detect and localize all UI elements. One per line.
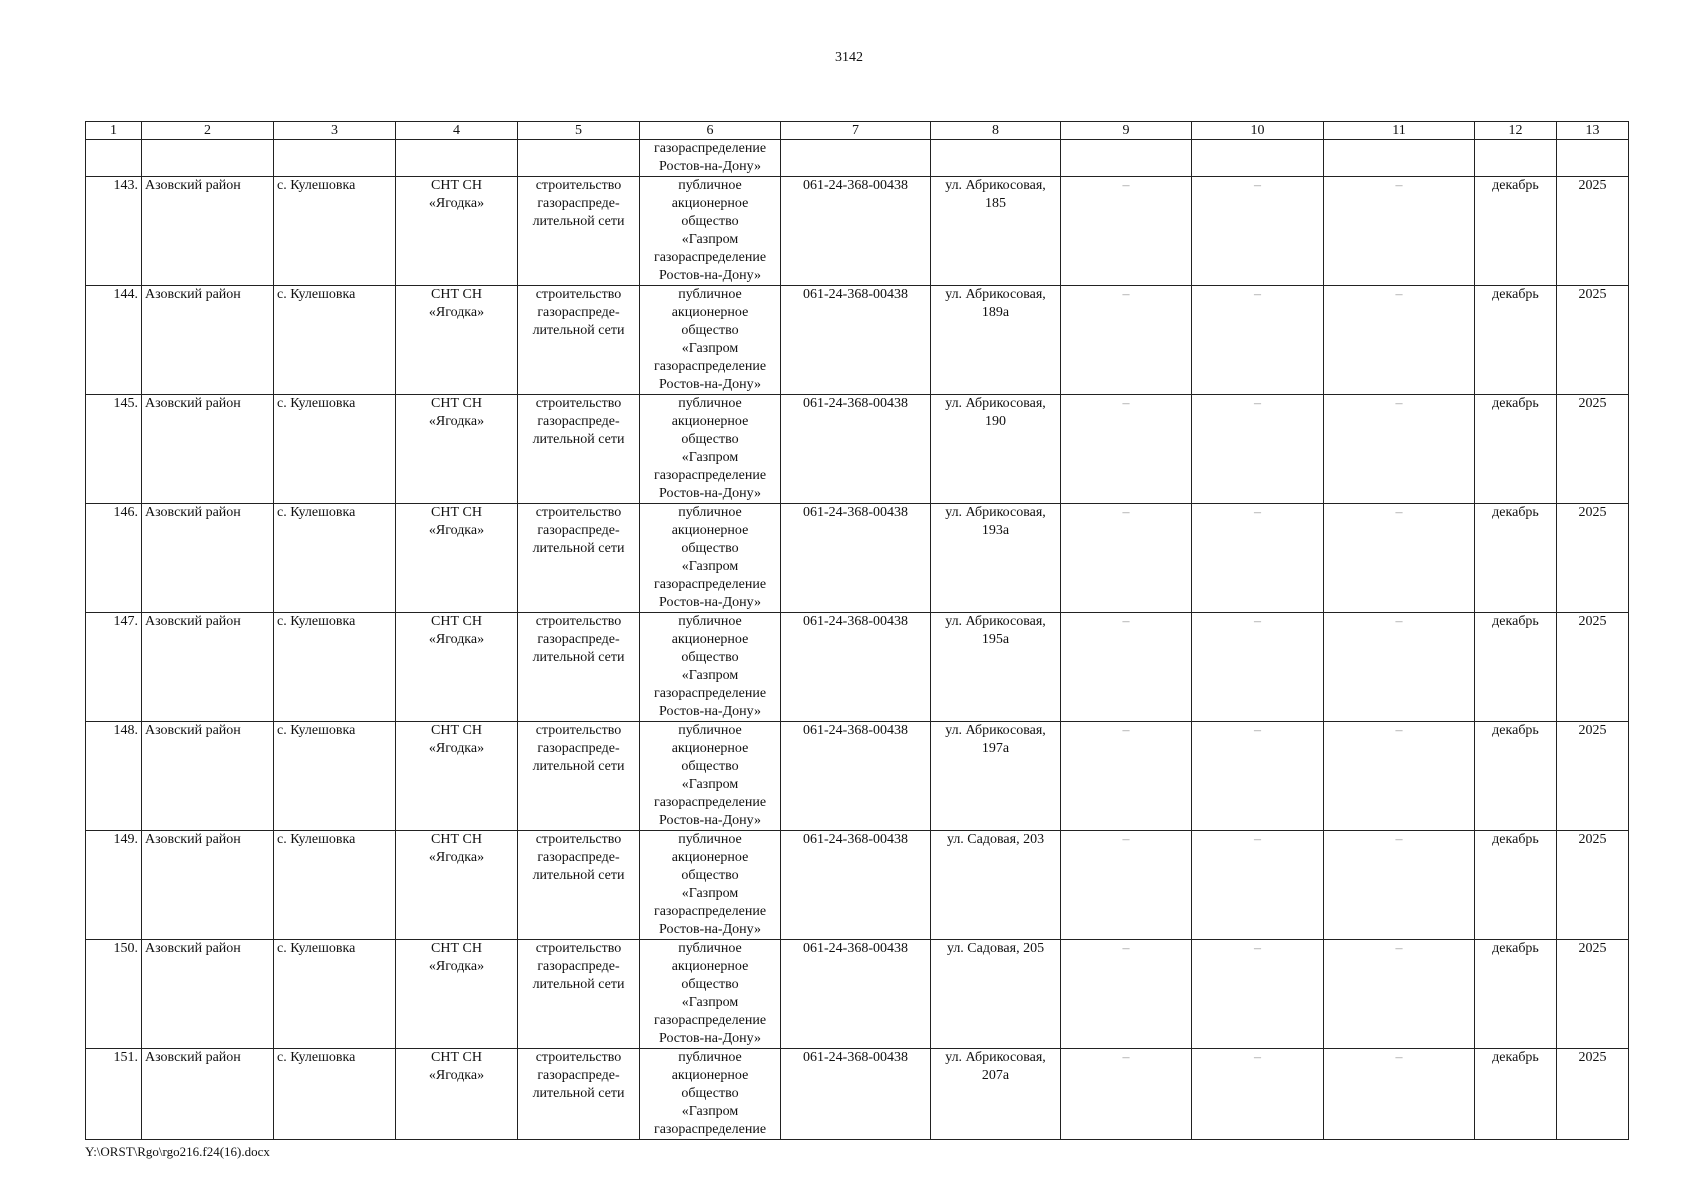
cell-registry-number: 061-24-368-00438: [781, 722, 931, 831]
cell-col9: –: [1061, 286, 1192, 395]
cell-col10: [1192, 140, 1324, 177]
cell-row-number: 146.: [86, 504, 142, 613]
cell-col10: –: [1192, 940, 1324, 1049]
cell-organization: СНТ СН «Ягодка»: [396, 504, 518, 613]
cell-district: Азовский район: [142, 613, 274, 722]
cell-settlement: с. Кулешовка: [274, 177, 396, 286]
cell-col9: –: [1061, 1049, 1192, 1140]
table-row: [86, 177, 1629, 286]
cell-settlement: с. Кулешовка: [274, 831, 396, 940]
cell-col11: –: [1324, 722, 1475, 831]
table-row: [86, 1049, 1629, 1140]
cell-contractor: публичное акционерное общество «Газпром газораспределение Ростов-на-Дону»: [640, 286, 781, 395]
cell-col11: –: [1324, 177, 1475, 286]
cell-district: [142, 140, 274, 177]
table-row: [86, 613, 1629, 722]
cell-district: Азовский район: [142, 286, 274, 395]
cell-organization: 4: [396, 122, 518, 140]
cell-registry-number: 061-24-368-00438: [781, 395, 931, 504]
cell-col9: –: [1061, 831, 1192, 940]
cell-row-number: 150.: [86, 940, 142, 1049]
cell-col9: –: [1061, 613, 1192, 722]
cell-work-type: строительство газораспреде- лительной сети: [518, 722, 640, 831]
page-number: 3142: [835, 50, 863, 65]
cell-year: 2025: [1557, 504, 1629, 613]
cell-contractor: публичное акционерное общество «Газпром газораспределение Ростов-на-Дону»: [640, 395, 781, 504]
cell-row-number: 149.: [86, 831, 142, 940]
table-row: [86, 504, 1629, 613]
cell-registry-number: 061-24-368-00438: [781, 177, 931, 286]
cell-year: 2025: [1557, 722, 1629, 831]
cell-settlement: с. Кулешовка: [274, 286, 396, 395]
cell-col10: 10: [1192, 122, 1324, 140]
cell-month: декабрь: [1475, 613, 1557, 722]
cell-address: ул. Абрикосовая, 197а: [931, 722, 1061, 831]
table-body: [86, 122, 1629, 1140]
cell-organization: СНТ СН «Ягодка»: [396, 395, 518, 504]
cell-month: декабрь: [1475, 1049, 1557, 1140]
cell-col10: –: [1192, 177, 1324, 286]
cell-col10: –: [1192, 286, 1324, 395]
cell-contractor: публичное акционерное общество «Газпром газораспределение Ростов-на-Дону»: [640, 613, 781, 722]
cell-work-type: строительство газораспреде- лительной сети: [518, 286, 640, 395]
cell-col11: 11: [1324, 122, 1475, 140]
cell-month: декабрь: [1475, 177, 1557, 286]
cell-contractor: публичное акционерное общество «Газпром газораспределение: [640, 1049, 781, 1140]
cell-year: 2025: [1557, 395, 1629, 504]
cell-col9: –: [1061, 504, 1192, 613]
cell-month: декабрь: [1475, 504, 1557, 613]
cell-registry-number: 061-24-368-00438: [781, 831, 931, 940]
cell-col10: –: [1192, 395, 1324, 504]
cell-col9: –: [1061, 722, 1192, 831]
cell-year: 2025: [1557, 1049, 1629, 1140]
cell-year: 2025: [1557, 286, 1629, 395]
cell-work-type: [518, 140, 640, 177]
cell-settlement: [274, 140, 396, 177]
table-row: [86, 395, 1629, 504]
cell-year: [1557, 140, 1629, 177]
cell-month: [1475, 140, 1557, 177]
cell-col11: –: [1324, 940, 1475, 1049]
cell-col10: –: [1192, 1049, 1324, 1140]
cell-registry-number: 061-24-368-00438: [781, 504, 931, 613]
cell-col11: –: [1324, 831, 1475, 940]
cell-month: декабрь: [1475, 395, 1557, 504]
cell-col11: –: [1324, 286, 1475, 395]
cell-district: Азовский район: [142, 1049, 274, 1140]
cell-row-number: [86, 140, 142, 177]
cell-col9: –: [1061, 395, 1192, 504]
cell-work-type: строительство газораспреде- лительной сети: [518, 831, 640, 940]
cell-col10: –: [1192, 831, 1324, 940]
cell-district: Азовский район: [142, 504, 274, 613]
table-row: [86, 286, 1629, 395]
cell-work-type: строительство газораспреде- лительной сети: [518, 1049, 640, 1140]
cell-month: декабрь: [1475, 722, 1557, 831]
cell-address: ул. Абрикосовая, 193а: [931, 504, 1061, 613]
cell-organization: СНТ СН «Ягодка»: [396, 177, 518, 286]
cell-row-number: 147.: [86, 613, 142, 722]
footer-file-path: Y:\ORST\Rgo\rgo216.f24(16).docx: [85, 1144, 270, 1159]
cell-address: ул. Абрикосовая, 207а: [931, 1049, 1061, 1140]
cell-col11: –: [1324, 395, 1475, 504]
cell-settlement: с. Кулешовка: [274, 1049, 396, 1140]
cell-col11: [1324, 140, 1475, 177]
cell-row-number: 1: [86, 122, 142, 140]
cell-registry-number: 7: [781, 122, 931, 140]
cell-address: ул. Абрикосовая, 189а: [931, 286, 1061, 395]
cell-organization: СНТ СН «Ягодка»: [396, 286, 518, 395]
cell-col9: –: [1061, 177, 1192, 286]
table-row: [86, 940, 1629, 1049]
cell-district: Азовский район: [142, 395, 274, 504]
cell-row-number: 144.: [86, 286, 142, 395]
cell-registry-number: 061-24-368-00438: [781, 613, 931, 722]
cell-col10: –: [1192, 722, 1324, 831]
cell-address: [931, 140, 1061, 177]
cell-col10: –: [1192, 504, 1324, 613]
cell-col11: –: [1324, 504, 1475, 613]
cell-organization: СНТ СН «Ягодка»: [396, 613, 518, 722]
cell-month: декабрь: [1475, 286, 1557, 395]
cell-work-type: строительство газораспреде- лительной сети: [518, 613, 640, 722]
cell-organization: [396, 140, 518, 177]
cell-organization: СНТ СН «Ягодка»: [396, 1049, 518, 1140]
table-continuation-row: [86, 140, 1629, 177]
cell-settlement: 3: [274, 122, 396, 140]
cell-col10: –: [1192, 613, 1324, 722]
cell-month: декабрь: [1475, 940, 1557, 1049]
cell-settlement: с. Кулешовка: [274, 395, 396, 504]
cell-address: ул. Абрикосовая, 190: [931, 395, 1061, 504]
cell-work-type: строительство газораспреде- лительной сети: [518, 177, 640, 286]
cell-address: ул. Садовая, 203: [931, 831, 1061, 940]
cell-col9: 9: [1061, 122, 1192, 140]
cell-settlement: с. Кулешовка: [274, 940, 396, 1049]
cell-address: ул. Абрикосовая, 195а: [931, 613, 1061, 722]
table-row: [86, 831, 1629, 940]
cell-contractor: публичное акционерное общество «Газпром газораспределение Ростов-на-Дону»: [640, 504, 781, 613]
cell-contractor: публичное акционерное общество «Газпром газораспределение Ростов-на-Дону»: [640, 177, 781, 286]
cell-contractor: 6: [640, 122, 781, 140]
cell-settlement: с. Кулешовка: [274, 613, 396, 722]
cell-work-type: строительство газораспреде- лительной сети: [518, 395, 640, 504]
cell-district: 2: [142, 122, 274, 140]
cell-organization: СНТ СН «Ягодка»: [396, 831, 518, 940]
cell-organization: СНТ СН «Ягодка»: [396, 940, 518, 1049]
cell-row-number: 151.: [86, 1049, 142, 1140]
cell-contractor: публичное акционерное общество «Газпром газораспределение Ростов-на-Дону»: [640, 722, 781, 831]
document-table: [85, 121, 1629, 1140]
cell-district: Азовский район: [142, 940, 274, 1049]
cell-work-type: 5: [518, 122, 640, 140]
cell-contractor: публичное акционерное общество «Газпром газораспределение Ростов-на-Дону»: [640, 831, 781, 940]
cell-contractor: публичное акционерное общество «Газпром газораспределение Ростов-на-Дону»: [640, 940, 781, 1049]
cell-address: ул. Абрикосовая, 185: [931, 177, 1061, 286]
cell-col9: –: [1061, 940, 1192, 1049]
cell-registry-number: 061-24-368-00438: [781, 286, 931, 395]
cell-address: ул. Садовая, 205: [931, 940, 1061, 1049]
cell-col11: –: [1324, 613, 1475, 722]
cell-registry-number: [781, 140, 931, 177]
cell-year: 2025: [1557, 831, 1629, 940]
cell-month: декабрь: [1475, 831, 1557, 940]
cell-district: Азовский район: [142, 722, 274, 831]
table-row: [86, 722, 1629, 831]
cell-year: 2025: [1557, 613, 1629, 722]
cell-work-type: строительство газораспреде- лительной сети: [518, 940, 640, 1049]
cell-settlement: с. Кулешовка: [274, 504, 396, 613]
cell-contractor: газораспределение Ростов-на-Дону»: [640, 140, 781, 177]
cell-registry-number: 061-24-368-00438: [781, 1049, 931, 1140]
cell-district: Азовский район: [142, 177, 274, 286]
table-header-row: [86, 122, 1629, 140]
cell-col9: [1061, 140, 1192, 177]
cell-registry-number: 061-24-368-00438: [781, 940, 931, 1049]
cell-organization: СНТ СН «Ягодка»: [396, 722, 518, 831]
cell-row-number: 145.: [86, 395, 142, 504]
cell-year: 13: [1557, 122, 1629, 140]
cell-row-number: 148.: [86, 722, 142, 831]
cell-row-number: 143.: [86, 177, 142, 286]
cell-col11: –: [1324, 1049, 1475, 1140]
cell-year: 2025: [1557, 940, 1629, 1049]
cell-district: Азовский район: [142, 831, 274, 940]
cell-work-type: строительство газораспреде- лительной сети: [518, 504, 640, 613]
cell-settlement: с. Кулешовка: [274, 722, 396, 831]
cell-month: 12: [1475, 122, 1557, 140]
cell-address: 8: [931, 122, 1061, 140]
cell-year: 2025: [1557, 177, 1629, 286]
